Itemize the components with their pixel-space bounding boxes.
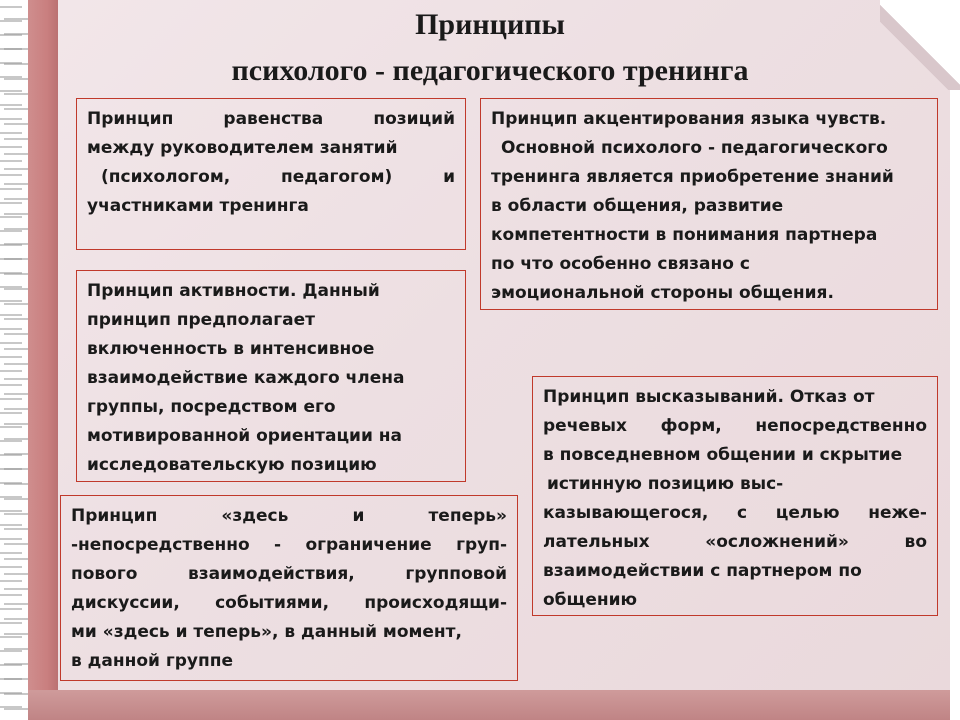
text-line: участниками тренинга: [87, 196, 309, 216]
text-line: Принцип акцентирования языка чувств.: [491, 109, 887, 129]
text-line: включенность в интенсивное: [87, 339, 375, 359]
left-red-band: [28, 0, 60, 720]
text-line: дискуссии, событиями, происходящи-: [71, 593, 507, 613]
text-line: Принцип высказываний. Отказ от: [543, 387, 875, 407]
text-line: эмоциональной стороны общения.: [491, 283, 834, 303]
principle-activity-box: [76, 270, 466, 482]
principle-equality-box: [76, 98, 466, 250]
text-line: речевых форм, непосредственно: [543, 416, 927, 436]
text-line: Принцип равенства позиций: [87, 109, 455, 129]
text-line: по что особенно связано с: [491, 254, 750, 274]
text-line: взаимодействие каждого члена: [87, 368, 405, 388]
text-line: исследовательскую позицию: [87, 455, 377, 475]
slide-title-line2: психолого - педагогического тренинга: [231, 54, 749, 87]
principle-statements-box: [532, 376, 938, 616]
bottom-red-band: [28, 690, 950, 720]
text-line: компетентности в понимания партнера: [491, 225, 878, 245]
text-line: ми «здесь и теперь», в данный момент,: [71, 622, 462, 642]
text-line: между руководителем занятий: [87, 138, 398, 158]
text-line: казывающегося, с целью неже-: [543, 503, 927, 523]
text-line: лательных «осложнений» во: [543, 532, 927, 552]
text-line: общению: [543, 590, 638, 610]
text-line: пового взаимодействия, групповой: [71, 564, 507, 584]
folded-corner: [880, 0, 960, 90]
principle-feelings-box: [480, 98, 938, 310]
text-line: принцип предполагает: [87, 310, 316, 330]
text-line: взаимодействии с партнером по: [543, 561, 862, 581]
text-line: -непосредственно - ограничение груп-: [71, 535, 507, 555]
text-line: мотивированной ориентации на: [87, 426, 403, 446]
text-line: Принцип активности. Данный: [87, 281, 380, 301]
text-line: Основной психолого - педагогического: [501, 138, 888, 158]
spiral-binding: [4, 8, 28, 712]
text-line: (психологом, педагогом) и: [101, 167, 455, 187]
text-line: истинную позицию выс-: [547, 474, 784, 494]
slide-title-line1: Принципы: [415, 8, 565, 41]
text-line: в данной группе: [71, 651, 234, 671]
text-line: тренинга является приобретение знаний: [491, 167, 894, 187]
text-line: группы, посредством его: [87, 397, 336, 417]
principle-here-now-box: [60, 495, 518, 681]
text-line: в области общения, развитие: [491, 196, 784, 216]
text-line: Принцип «здесь и теперь»: [71, 506, 507, 526]
text-line: в повседневном общении и скрытие: [543, 445, 903, 465]
